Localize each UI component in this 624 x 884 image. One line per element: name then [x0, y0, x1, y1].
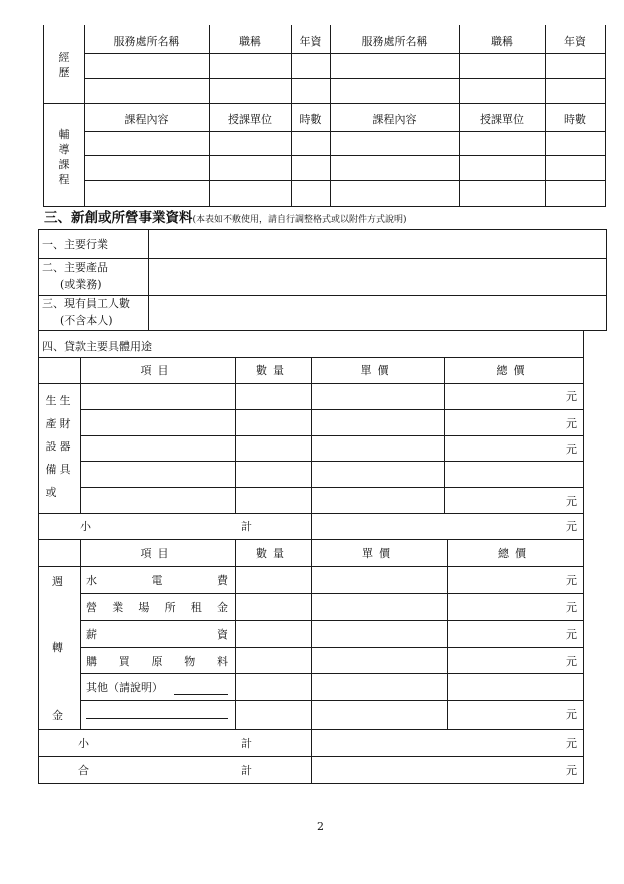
equip-row-1[interactable] — [81, 384, 583, 409]
wc-side-label-2: 轉 — [52, 641, 63, 654]
wc-item-other: 其他（請說明） — [86, 681, 163, 694]
grand-total-label: 合 — [78, 764, 89, 777]
wc-unit-3: 元 — [566, 628, 577, 641]
equip-row-2[interactable] — [81, 410, 583, 435]
section3-note: (本表如不敷使用，請自行調整格式或以附件方式說明) — [192, 215, 407, 225]
equip-subtotal-label-2: 計 — [241, 520, 252, 533]
wc-unit-1: 元 — [566, 574, 577, 587]
wc-subtotal-label-2: 計 — [241, 737, 252, 750]
wc-row-other[interactable] — [81, 674, 583, 729]
equip-row-4[interactable] — [81, 462, 583, 487]
equip-header-total: 總價 — [496, 364, 531, 377]
wc-side-label-1: 週 — [52, 575, 63, 588]
page-number: 2 — [317, 820, 324, 833]
wc-row-salary[interactable] — [236, 621, 583, 647]
equip-side-label-a: 生財器具 — [59, 394, 71, 476]
wc-row-utilities[interactable] — [236, 567, 583, 593]
exp-header-title-1: 職稱 — [239, 35, 261, 48]
equip-subtotal-unit: 元 — [566, 520, 577, 533]
wc-subtotal-label: 小 — [78, 737, 89, 750]
exp-header-org-1: 服務處所名稱 — [113, 35, 180, 48]
employees-label: 三、現有員工人數 — [42, 297, 130, 310]
employees-field[interactable] — [149, 296, 606, 331]
train-header-hours-2: 時數 — [564, 113, 586, 126]
wc-item-utilities: 水電費 — [86, 574, 228, 587]
main-industry-label: 一、主要行業 — [42, 238, 108, 251]
wc-side-label-3: 金 — [52, 709, 63, 722]
equip-row-5[interactable] — [81, 488, 583, 513]
exp-header-title-2: 職稱 — [491, 35, 513, 48]
grand-total-label-2: 計 — [241, 764, 252, 777]
wc-subtotal-unit: 元 — [566, 737, 577, 750]
equip-header-qty: 數量 — [256, 364, 290, 377]
wc-item-materials: 購買原物料 — [86, 655, 228, 668]
train-header-hours-1: 時數 — [299, 113, 322, 126]
train-header-content-1: 課程內容 — [124, 113, 169, 126]
employees-label-sub: (不含本人) — [60, 314, 113, 327]
wc-row-rent[interactable] — [236, 594, 583, 620]
wc-unit-2: 元 — [566, 601, 577, 614]
equip-unit-2: 元 — [566, 417, 577, 430]
training-label: 輔導課程 — [58, 128, 70, 186]
main-product-label-sub: (或業務) — [60, 278, 102, 291]
equip-header-item: 項目 — [140, 364, 175, 377]
experience-label: 經歷 — [58, 51, 70, 79]
equip-unit-1: 元 — [566, 390, 577, 403]
exp-header-years-2: 年資 — [564, 35, 586, 48]
wc-item-rent: 營業場所租金 — [86, 601, 228, 614]
exp-header-org-2: 服務處所名稱 — [361, 35, 428, 48]
wc-item-salary: 薪資 — [86, 628, 228, 641]
train-header-unit-1: 授課單位 — [228, 113, 272, 126]
main-product-field[interactable] — [149, 259, 606, 295]
main-product-label: 二、主要產品 — [42, 261, 108, 274]
equip-header-unit-price: 單價 — [360, 364, 395, 377]
wc-header-unit-price: 單價 — [362, 547, 396, 560]
exp-header-years-1: 年資 — [299, 35, 322, 48]
loan-purpose-label: 四、貸款主要具體用途 — [42, 340, 152, 353]
wc-unit-4: 元 — [566, 655, 577, 668]
equip-subtotal-label: 小 — [80, 520, 91, 533]
train-header-content-2: 課程內容 — [372, 113, 417, 126]
wc-unit-5: 元 — [566, 708, 577, 721]
wc-header-qty: 數量 — [256, 547, 290, 560]
main-industry-field[interactable] — [149, 230, 606, 258]
equip-row-3[interactable] — [81, 436, 583, 461]
grand-total-unit: 元 — [566, 764, 577, 777]
section3-title: 三、新創或所營事業資料(本表如不敷使用，請自行調整格式或以附件方式說明) — [44, 210, 407, 226]
wc-header-item: 項目 — [140, 547, 175, 560]
equip-unit-4: 元 — [566, 495, 577, 508]
train-header-unit-2: 授課單位 — [480, 113, 524, 126]
equip-side-label-b: 生產設備或 — [45, 394, 57, 499]
equip-unit-3: 元 — [566, 443, 577, 456]
wc-header-total: 總價 — [498, 547, 532, 560]
wc-row-materials[interactable] — [236, 648, 583, 673]
